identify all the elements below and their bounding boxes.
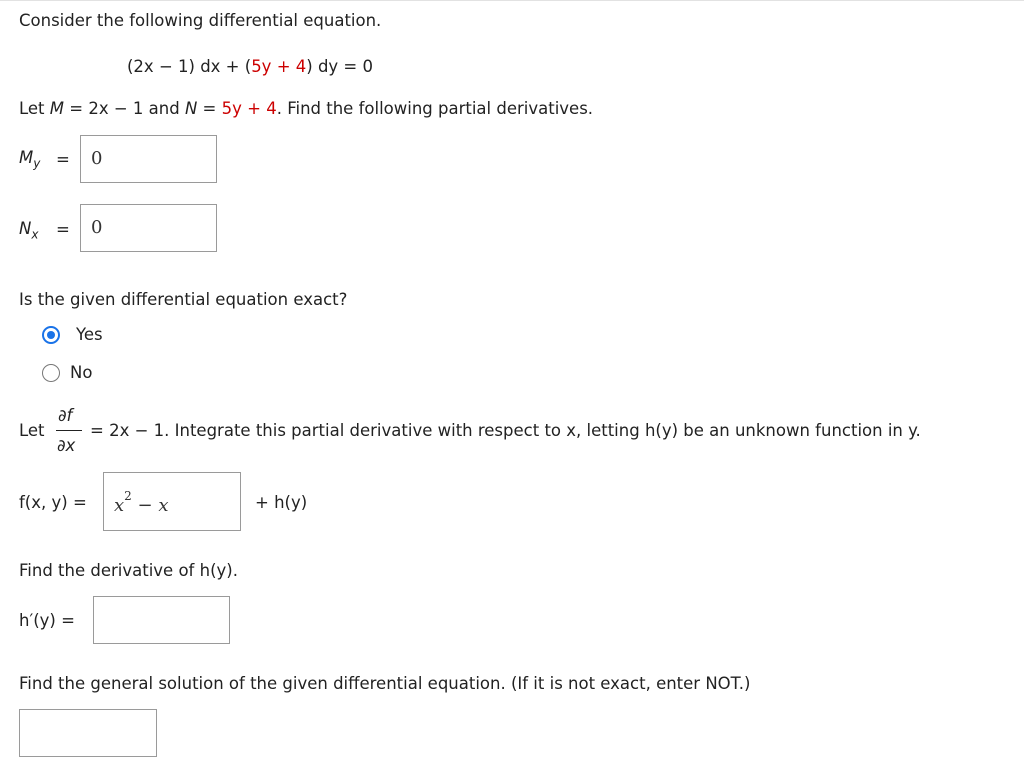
no-radio[interactable]: [42, 364, 60, 382]
fxy-value-exp: 2: [124, 489, 132, 503]
let-eq1: = 2x − 1 and: [64, 99, 185, 118]
hprime-prompt: Find the derivative of h(y).: [19, 561, 238, 580]
nx-base: N: [19, 219, 32, 238]
my-input[interactable]: [80, 135, 217, 183]
integrate-text: = 2x − 1. Integrate this partial derivative with respect to x, letting h(y) be an unknown function in y.: [90, 421, 921, 440]
hprime-input[interactable]: [93, 596, 230, 644]
equation-n-part: 5y + 4: [251, 57, 307, 76]
top-divider: [0, 0, 1024, 1]
fxy-value-rest: − x: [131, 495, 169, 516]
my-value: 0: [91, 148, 103, 169]
yes-label[interactable]: Yes: [76, 325, 103, 344]
equation-tail: ) dy = 0: [306, 57, 373, 76]
fxy-value-base: x: [114, 495, 125, 516]
fraction-bar: [56, 430, 82, 431]
nx-equals: =: [56, 220, 70, 239]
fraction-numerator: ∂f: [58, 406, 73, 425]
fraction-denominator: ∂x: [57, 436, 76, 455]
let-eq2: =: [197, 99, 222, 118]
nx-sub: x: [31, 227, 39, 242]
my-label: [19, 148, 40, 170]
general-prompt: Find the general solution of the given differential equation. (If it is not exact, enter NOT.): [19, 674, 751, 693]
equation-m-part: (2x − 1) dx + (: [127, 57, 252, 76]
fxy-tail: + h(y): [255, 493, 308, 512]
let-prefix: Let: [19, 99, 50, 118]
let-n-expr: 5y + 4: [221, 99, 277, 118]
general-input[interactable]: [19, 709, 157, 757]
nx-label: [19, 219, 38, 241]
fxy-value: [114, 489, 169, 516]
fxy-input[interactable]: [103, 472, 241, 531]
let-n: N: [184, 99, 198, 118]
nx-input[interactable]: [80, 204, 217, 252]
no-label[interactable]: No: [70, 363, 93, 382]
let-line: [19, 99, 593, 118]
nx-value: 0: [91, 217, 103, 238]
yes-radio[interactable]: [42, 326, 60, 344]
intro-text: Consider the following differential equation.: [19, 11, 382, 30]
let-m: M: [49, 99, 65, 118]
let-suffix: . Find the following partial derivatives.: [276, 99, 594, 118]
my-base: M: [19, 148, 34, 167]
hprime-label: h′(y) =: [19, 611, 75, 630]
fxy-label: f(x, y) =: [19, 493, 87, 512]
equation: [127, 57, 373, 76]
integrate-let: Let: [19, 421, 45, 440]
exact-question: Is the given differential equation exact?: [19, 290, 348, 309]
my-equals: =: [56, 150, 70, 169]
my-sub: y: [33, 156, 41, 171]
